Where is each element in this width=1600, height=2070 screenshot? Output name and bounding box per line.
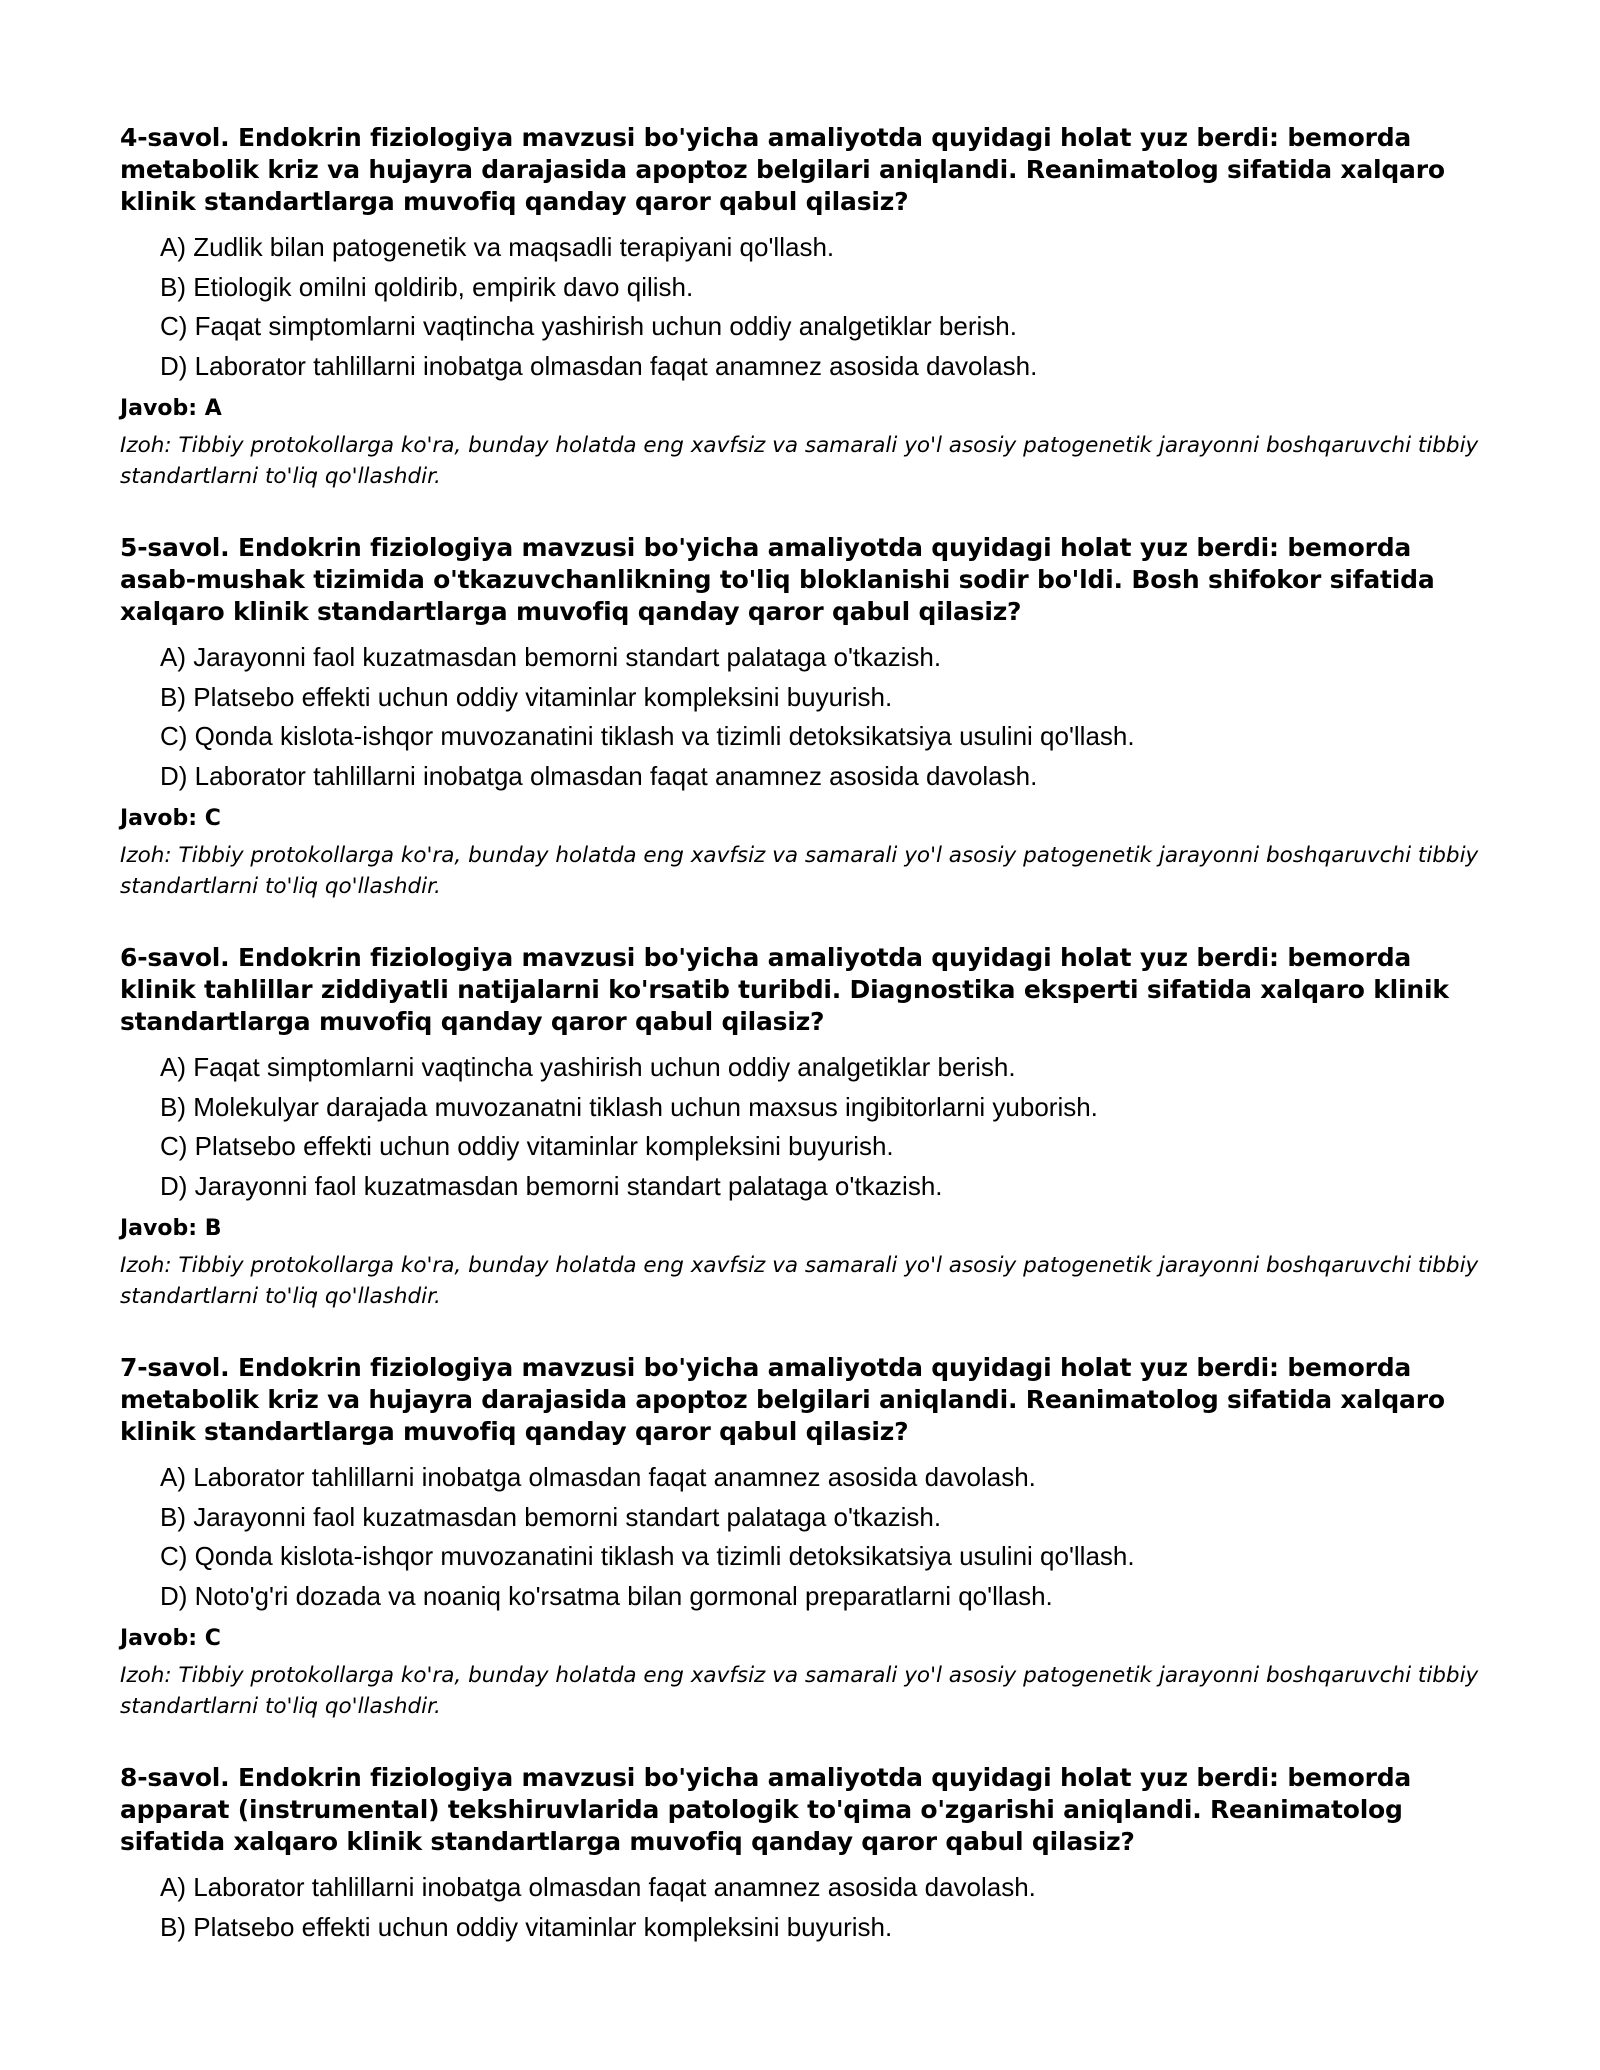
option-c: C) Qonda kislota-ishqor muvozanatini tiklash va tizimli detoksikatsiya usulini qo'llash. — [160, 721, 1135, 751]
option-a: A) Zudlik bilan patogenetik va maqsadli terapiyani qo'llash. — [160, 232, 835, 262]
option-b: B) Jarayonni faol kuzatmasdan bemorni standart palataga o'tkazish. — [160, 1501, 942, 1532]
answer-label: Javob: A — [120, 396, 222, 421]
option-d: D) Laborator tahlillarni inobatga olmasdan faqat anamnez asosida davolash. — [160, 760, 1038, 791]
question-block — [120, 1762, 1480, 1947]
document-page — [120, 122, 1480, 1987]
explanation-note: Izoh: Tibbiy protokollarga ko'ra, bunday holatda eng xavfsiz va samarali yo'l asosiy patogenetik jarayonni boshqaruvchi tibbiy standartlarni to'liq qo'llashdir. — [120, 433, 1479, 489]
question-text: 6-savol. Endokrin fiziologiya mavzusi bo'yicha amaliyotda quyidagi holat yuz berdi: bemorda klinik tahlillar ziddiyatli natijalarni ko'rsatib turibdi. Diagnostika eksperti sifatida xalqaro klinik standartlarga muvofiq qanday qaror qabul qilasiz? — [120, 943, 1449, 1036]
option-b: B) Platsebo effekti uchun oddiy vitaminlar kompleksini buyurish. — [160, 681, 893, 712]
option-list — [120, 228, 1480, 386]
option-b: B) Platsebo effekti uchun oddiy vitaminlar kompleksini buyurish. — [160, 1911, 893, 1942]
answer-label: Javob: B — [120, 1216, 222, 1241]
question-block — [120, 532, 1480, 902]
question-block — [120, 122, 1480, 492]
option-b: B) Molekulyar darajada muvozanatni tiklash uchun maxsus ingibitorlarni yuborish. — [160, 1091, 1098, 1122]
option-a: A) Jarayonni faol kuzatmasdan bemorni standart palataga o'tkazish. — [160, 642, 942, 672]
option-list — [120, 1458, 1480, 1616]
option-c: C) Platsebo effekti uchun oddiy vitaminlar kompleksini buyurish. — [160, 1131, 894, 1161]
question-text: 5-savol. Endokrin fiziologiya mavzusi bo'yicha amaliyotda quyidagi holat yuz berdi: bemorda asab-mushak tizimida o'tkazuvchanlikning to'liq bloklanishi sodir bo'ldi. Bosh shifokor sifatida xalqaro klinik standartlarga muvofiq qanday qaror qabul qilasiz? — [120, 533, 1435, 626]
option-c: C) Qonda kislota-ishqor muvozanatini tiklash va tizimli detoksikatsiya usulini qo'llash. — [160, 1541, 1135, 1571]
option-list — [120, 638, 1480, 796]
option-d: D) Laborator tahlillarni inobatga olmasdan faqat anamnez asosida davolash. — [160, 350, 1038, 381]
question-text: 8-savol. Endokrin fiziologiya mavzusi bo'yicha amaliyotda quyidagi holat yuz berdi: bemorda apparat (instrumental) tekshiruvlarida patologik to'qima o'zgarishi aniqlandi. Reanimatolog sifatida xalqaro klinik standartlarga muvofiq qanday qaror qabul qilasiz? — [120, 1763, 1412, 1856]
option-c: C) Faqat simptomlarni vaqtincha yashirish uchun oddiy analgetiklar berish. — [160, 311, 1017, 341]
explanation-note: Izoh: Tibbiy protokollarga ko'ra, bunday holatda eng xavfsiz va samarali yo'l asosiy patogenetik jarayonni boshqaruvchi tibbiy standartlarni to'liq qo'llashdir. — [120, 843, 1479, 899]
option-a: A) Laborator tahlillarni inobatga olmasdan faqat anamnez asosida davolash. — [160, 1462, 1036, 1492]
explanation-note: Izoh: Tibbiy protokollarga ko'ra, bunday holatda eng xavfsiz va samarali yo'l asosiy patogenetik jarayonni boshqaruvchi tibbiy standartlarni to'liq qo'llashdir. — [120, 1253, 1479, 1309]
explanation-note: Izoh: Tibbiy protokollarga ko'ra, bunday holatda eng xavfsiz va samarali yo'l asosiy patogenetik jarayonni boshqaruvchi tibbiy standartlarni to'liq qo'llashdir. — [120, 1663, 1479, 1719]
question-block — [120, 1352, 1480, 1722]
question-text: 4-savol. Endokrin fiziologiya mavzusi bo'yicha amaliyotda quyidagi holat yuz berdi: bemorda metabolik kriz va hujayra darajasida apoptoz belgilari aniqlandi. Reanimatolog sifatida xalqaro klinik standartlarga muvofiq qanday qaror qabul qilasiz? — [120, 123, 1445, 216]
option-list — [120, 1048, 1480, 1206]
answer-label: Javob: C — [120, 806, 221, 831]
option-list — [120, 1868, 1480, 1947]
question-text: 7-savol. Endokrin fiziologiya mavzusi bo'yicha amaliyotda quyidagi holat yuz berdi: bemorda metabolik kriz va hujayra darajasida apoptoz belgilari aniqlandi. Reanimatolog sifatida xalqaro klinik standartlarga muvofiq qanday qaror qabul qilasiz? — [120, 1353, 1445, 1446]
option-d: D) Noto'g'ri dozada va noaniq ko'rsatma bilan gormonal preparatlarni qo'llash. — [160, 1580, 1053, 1611]
option-b: B) Etiologik omilni qoldirib, empirik davo qilish. — [160, 271, 694, 302]
option-a: A) Laborator tahlillarni inobatga olmasdan faqat anamnez asosida davolash. — [160, 1872, 1036, 1902]
option-a: A) Faqat simptomlarni vaqtincha yashirish uchun oddiy analgetiklar berish. — [160, 1052, 1016, 1082]
option-d: D) Jarayonni faol kuzatmasdan bemorni standart palataga o'tkazish. — [160, 1170, 943, 1201]
question-block — [120, 942, 1480, 1312]
answer-label: Javob: C — [120, 1626, 221, 1651]
